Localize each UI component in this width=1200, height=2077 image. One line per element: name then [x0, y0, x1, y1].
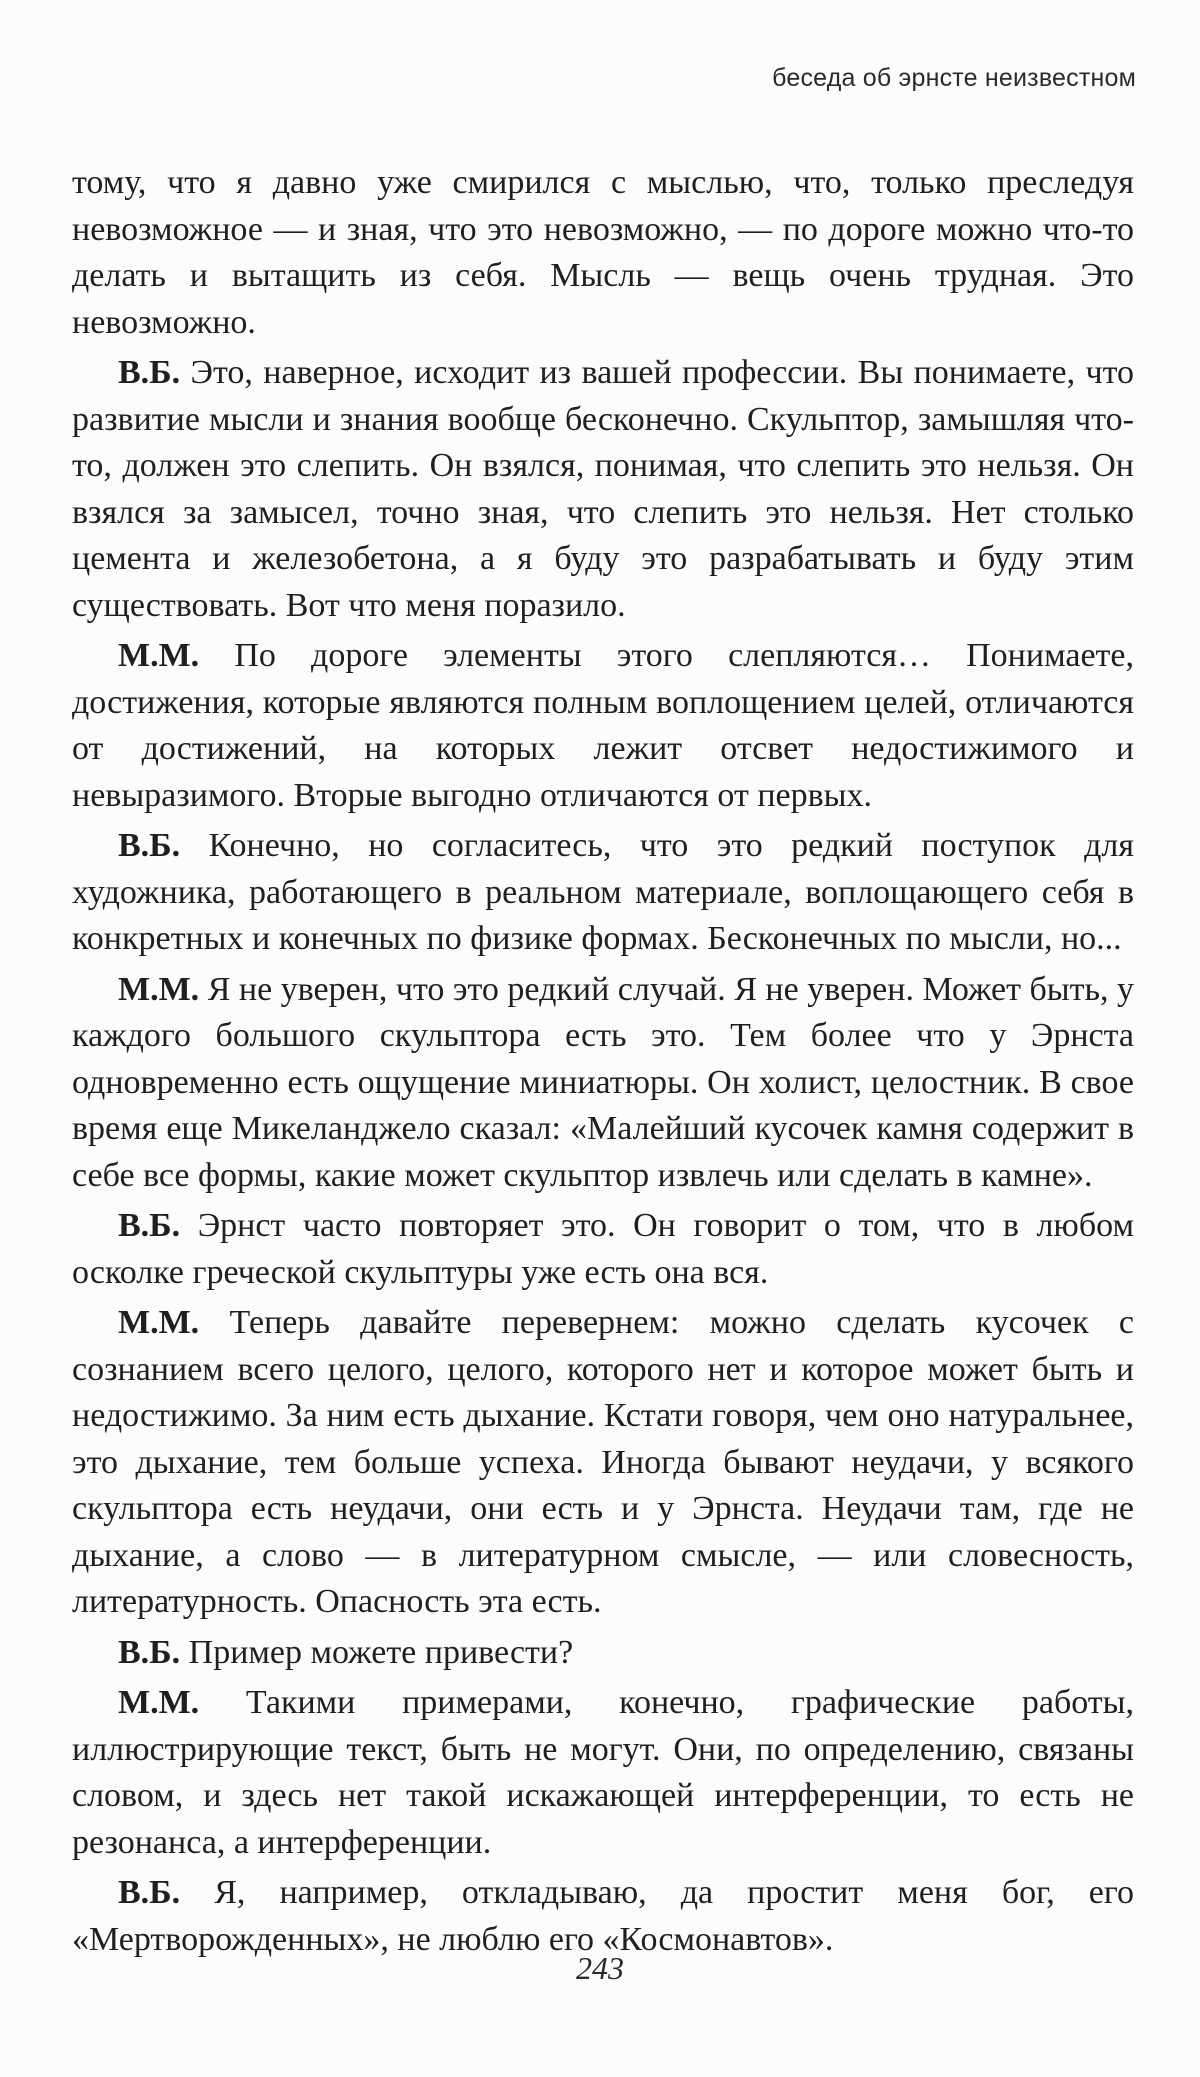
speaker-label: В.Б.	[118, 1633, 181, 1671]
body-text	[72, 160, 1134, 1967]
speaker-label: М.М.	[118, 1684, 200, 1721]
page-number: 243	[576, 1950, 624, 1986]
paragraph-text: Пример можете привести?	[180, 1633, 574, 1671]
paragraph-text: Конечно, но согласитесь, что это редкий поступок для художника, работающего в реальном материале, воплощающего себя в конкретных и конечных по физике формах. Бесконечных по мысли, но...	[72, 827, 1134, 957]
paragraph-text: Я, например, откладываю, да простит меня бог, его «Мертворожденных», не люблю его «Космонавтов».	[72, 1874, 1134, 1958]
paragraph	[72, 350, 1134, 629]
paragraph	[72, 967, 1134, 1200]
paragraph	[72, 1300, 1134, 1626]
paragraph-text: Эрнст часто повторяет это. Он говорит о том, что в любом осколке греческой скульптуры уже есть она вся.	[72, 1207, 1134, 1291]
speaker-label: В.Б.	[118, 1207, 181, 1244]
paragraph-text: Теперь давайте перевернем: можно сделать кусочек с сознанием всего целого, целого, которого нет и которое может быть и недостижимо. За ним есть дыхание. Кстати говоря, чем оно натуральнее, это дыхание, тем больше успеха. Иногда бывают неудачи, у всякого скульптора есть неудачи, они есть и у Эрнста. Неудачи там, где не дыхание, а слово — в литературном смысле, — или словесность, литературность. Опасность эта есть.	[72, 1304, 1134, 1620]
paragraph-text: По дороге элементы этого слепляются… Понимаете, достижения, которые являются полным воплощением целей, отличаются от достижений, на которых лежит отсвет недостижимого и невыразимого. Вторые выгодно отличаются от первых.	[72, 637, 1134, 814]
paragraph	[72, 1680, 1134, 1866]
speaker-label: М.М.	[118, 637, 200, 674]
paragraph	[72, 1203, 1134, 1296]
speaker-label: В.Б.	[118, 1874, 181, 1911]
running-header: беседа об эрнсте неизвестном	[772, 64, 1136, 92]
speaker-label: М.М.	[118, 970, 200, 1008]
paragraph-text: Это, наверное, исходит из вашей профессии. Вы понимаете, что развитие мысли и знания вообще бесконечно. Скульптор, замышляя что-то, должен это слепить. Он взялся, понимая, что слепить это нельзя. Он взялся за замысел, точно зная, что слепить это нельзя. Нет столько цемента и железобетона, а я буду это разрабатывать и буду этим существовать. Вот что меня поразило.	[72, 354, 1134, 624]
speaker-label: В.Б.	[118, 827, 181, 864]
speaker-label: В.Б.	[118, 354, 181, 391]
paragraph-text: Такими примерами, конечно, графические работы, иллюстрирующие текст, быть не могут. Они, по определению, связаны словом, и здесь нет такой искажающей интерференции, то есть не резонанса, а интерференции.	[72, 1684, 1134, 1861]
paragraph	[72, 1630, 1134, 1677]
paragraph-text: тому, что я давно уже смирился с мыслью, что, только преследуя невозможное — и зная, что это невозможно, — по дороге можно что-то делать и вытащить из себя. Мысль — вещь очень трудная. Это невозможно.	[72, 164, 1134, 341]
paragraph	[72, 633, 1134, 819]
paragraph	[72, 160, 1134, 346]
speaker-label: М.М.	[118, 1304, 200, 1341]
paragraph-text: Я не уверен, что это редкий случай. Я не уверен. Может быть, у каждого большого скульптора есть это. Тем более что у Эрнста одновременно есть ощущение миниатюры. Он холист, целостник. В свое время еще Микеланджело сказал: «Малейший кусочек камня содержит в себе все формы, какие может скульптор извлечь или сделать в камне».	[72, 970, 1134, 1194]
paragraph	[72, 823, 1134, 963]
